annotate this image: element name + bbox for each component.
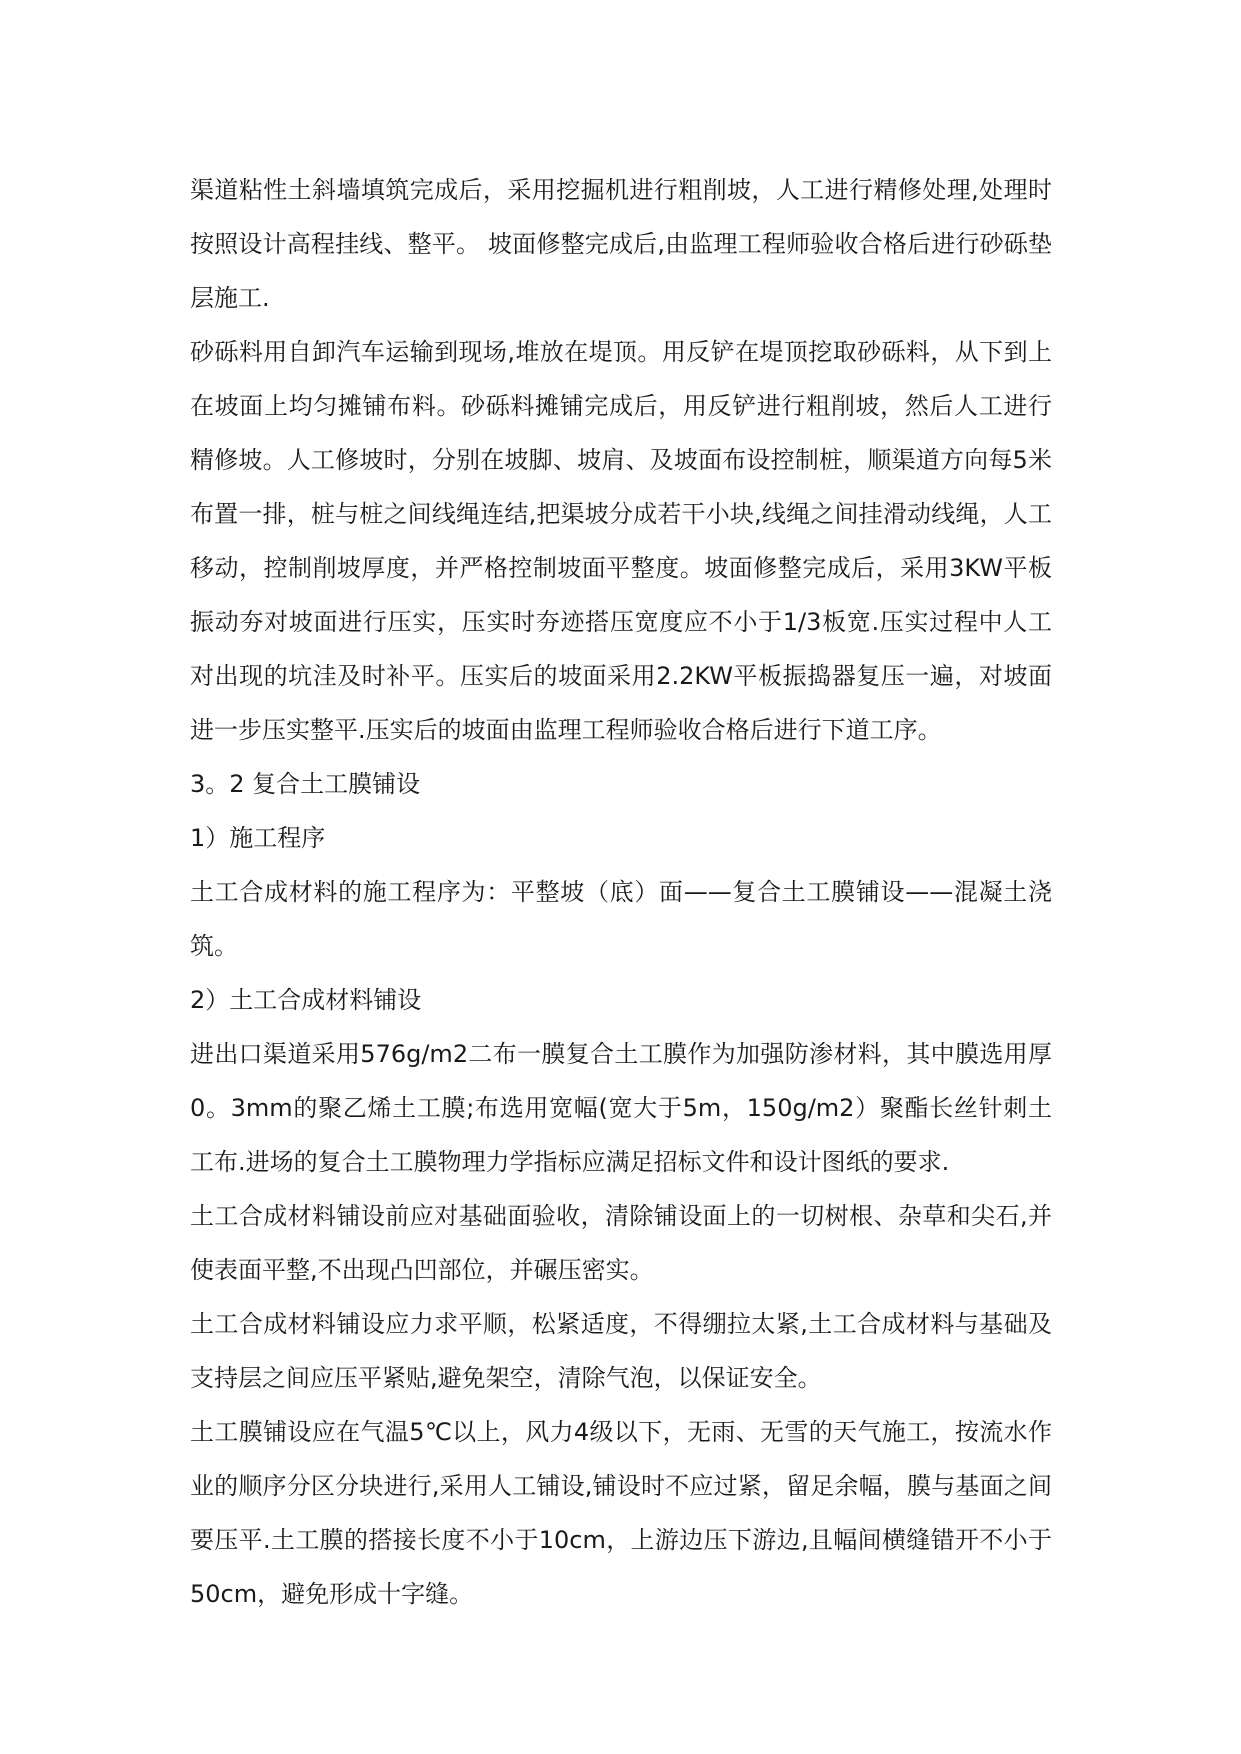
document-body	[190, 163, 1052, 1621]
paragraph-base-preparation: 土工合成材料铺设前应对基础面验收，清除铺设面上的一切树根、杂草和尖石,并使表面平整,不出现凸凹部位，并碾压密实。	[190, 1202, 1052, 1284]
paragraph-laying-requirements: 土工合成材料铺设应力求平顺，松紧适度，不得绷拉太紧,土工合成材料与基础及支持层之间应压平紧贴,避免架空，清除气泡，以保证安全。	[190, 1310, 1052, 1392]
paragraph-procedure-sequence: 土工合成材料的施工程序为：平整坡（底）面——复合土工膜铺设——混凝土浇筑。	[190, 878, 1052, 960]
section-heading-geomembrane: 3。2 复合土工膜铺设	[190, 770, 421, 798]
paragraph-slope-trimming: 渠道粘性土斜墙填筑完成后，采用挖掘机进行粗削坡，人工进行精修处理,处理时按照设计高程挂线、整平。 坡面修整完成后,由监理工程师验收合格后进行砂砾垫层施工.	[190, 176, 1052, 312]
paragraph-material-spec: 进出口渠道采用576g/m2二布一膜复合土工膜作为加强防渗材料，其中膜选用厚0。3mm的聚乙烯土工膜;布选用宽幅(宽大于5m，150g/m2）聚酯长丝针刺土工布.进场的复合土工膜物理力学指标应满足招标文件和设计图纸的要求.	[190, 1040, 1052, 1176]
subheading-geosynthetic-laying: 2）土工合成材料铺设	[190, 986, 422, 1014]
paragraph-weather-and-overlap: 土工膜铺设应在气温5℃以上，风力4级以下，无雨、无雪的天气施工，按流水作业的顺序分区分块进行,采用人工铺设,铺设时不应过紧，留足余幅，膜与基面之间要压平.土工膜的搭接长度不小于10cm，上游边压下游边,且幅间横缝错开不小于50cm，避免形成十字缝。	[190, 1418, 1052, 1608]
subheading-construction-procedure: 1）施工程序	[190, 824, 326, 852]
paragraph-gravel-placement: 砂砾料用自卸汽车运输到现场,堆放在堤顶。用反铲在堤顶挖取砂砾料，从下到上在坡面上均匀摊铺布料。砂砾料摊铺完成后，用反铲进行粗削坡，然后人工进行精修坡。人工修坡时，分别在坡脚、坡肩、及坡面布设控制桩，顺渠道方向每5米布置一排，桩与桩之间线绳连结,把渠坡分成若干小块,线绳之间挂滑动线绳，人工移动，控制削坡厚度，并严格控制坡面平整度。坡面修整完成后，采用3KW平板振动夯对坡面进行压实，压实时夯迹搭压宽度应不小于1/3板宽.压实过程中人工对出现的坑洼及时补平。压实后的坡面采用2.2KW平板振捣器复压一遍，对坡面进一步压实整平.压实后的坡面由监理工程师验收合格后进行下道工序。	[190, 338, 1052, 744]
